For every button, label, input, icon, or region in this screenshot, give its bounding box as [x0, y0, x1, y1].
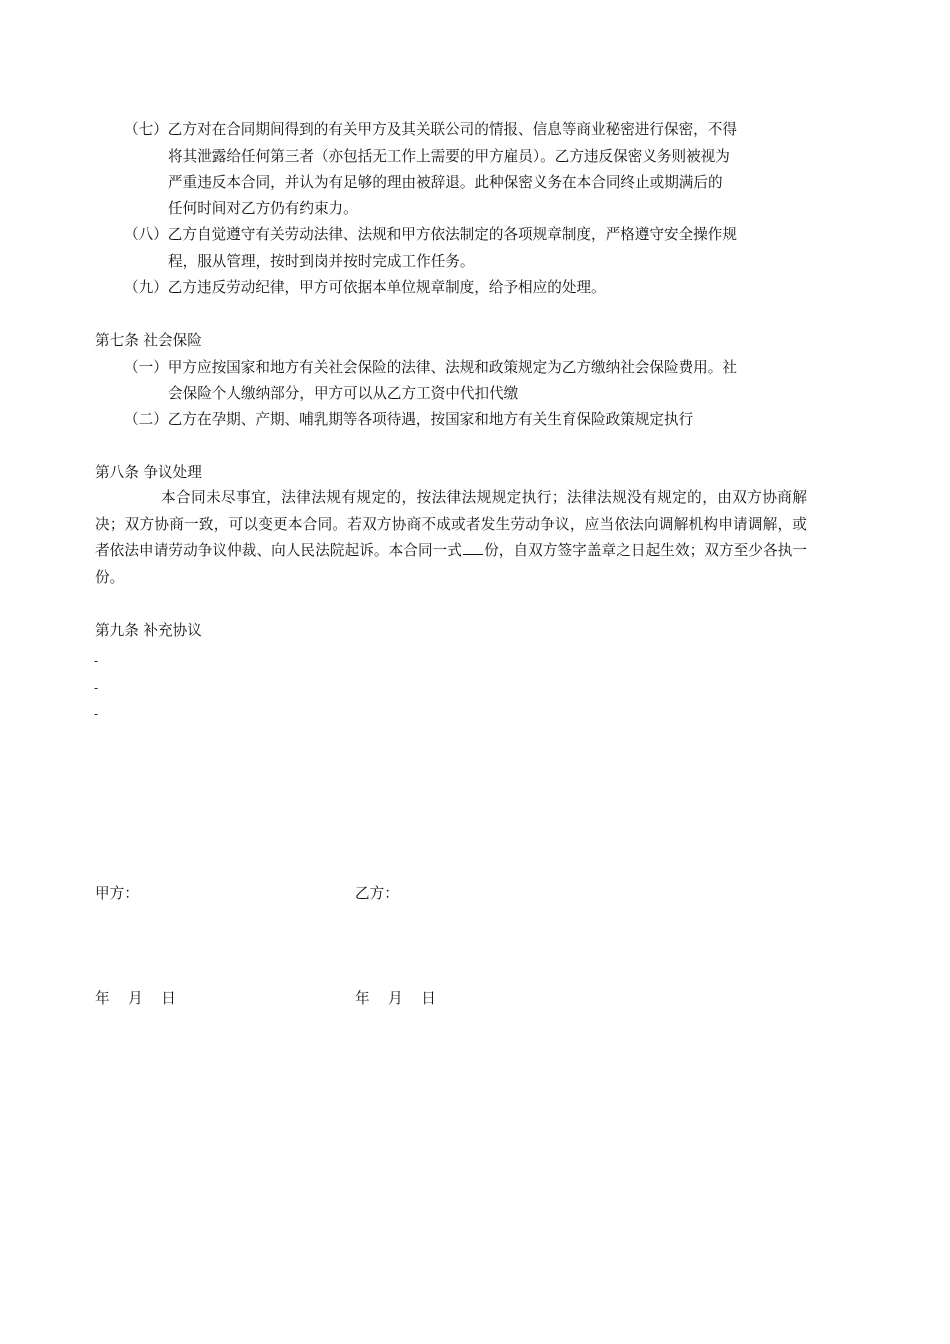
- item-7-line-1: （七）乙方对在合同期间得到的有关甲方及其关联公司的情报、信息等商业秘密进行保密，不得: [124, 121, 737, 138]
- article-9-title: 第九条 补充协议: [95, 622, 202, 639]
- item-7-line-3: 严重违反本合同，并认为有足够的理由被辞退。此种保密义务在本合同终止或期满后的: [168, 174, 723, 191]
- item-7-line-2: 将其泄露给任何第三者（亦包括无工作上需要的甲方雇员）。乙方违反保密义务则被视为: [168, 148, 730, 165]
- article-7-item-1-line-1: （一）甲方应按国家和地方有关社会保险的法律、法规和政策规定为乙方缴纳社会保险费用。社: [124, 359, 737, 376]
- supplement-dash-2: -: [94, 681, 99, 695]
- article-7-item-2-line-1: （二）乙方在孕期、产期、哺乳期等各项待遇，按国家和地方有关生育保险政策规定执行: [124, 411, 694, 428]
- article-8-text-before-blank: 本合同未尽事宜，法律法规有规定的，按法律法规规定执行；法律法规没有规定的，由双方协商解决；双方协商一致，可以变更本合同。若双方协商不成或者发生劳动争议，应当依法向调解机构申请调解，或者依法申请劳动争议仲裁、向人民法院起诉。本合同一式: [95, 489, 807, 559]
- item-7-line-4: 任何时间对乙方仍有约束力。: [168, 200, 358, 217]
- party-b-date: 年 月 日: [355, 990, 436, 1007]
- item-8-line-1: （八）乙方自觉遵守有关劳动法律、法规和甲方依法制定的各项规章制度，严格遵守安全操作规: [124, 226, 737, 243]
- article-8-paragraph: [95, 485, 807, 591]
- party-a-label: 甲方：: [95, 885, 139, 902]
- article-7-item-1-line-2: 会保险个人缴纳部分，甲方可以从乙方工资中代扣代缴: [168, 385, 519, 402]
- supplement-dash-1: -: [94, 654, 99, 668]
- item-9-line-1: （九）乙方违反劳动纪律，甲方可依据本单位规章制度，给予相应的处理。: [124, 279, 606, 296]
- copies-count-blank: [463, 540, 483, 555]
- article-7-title: 第七条 社会保险: [95, 332, 202, 349]
- party-a-date: 年 月 日: [95, 990, 176, 1007]
- party-b-label: 乙方：: [355, 885, 399, 902]
- item-8-line-2: 程，服从管理，按时到岗并按时完成工作任务。: [168, 253, 475, 270]
- article-8-text-after-blank: 份，自双方签字盖章之日起生效；双方至少各执一份。: [95, 542, 807, 586]
- article-8-title: 第八条 争议处理: [95, 464, 202, 481]
- supplement-dash-3: -: [94, 707, 99, 721]
